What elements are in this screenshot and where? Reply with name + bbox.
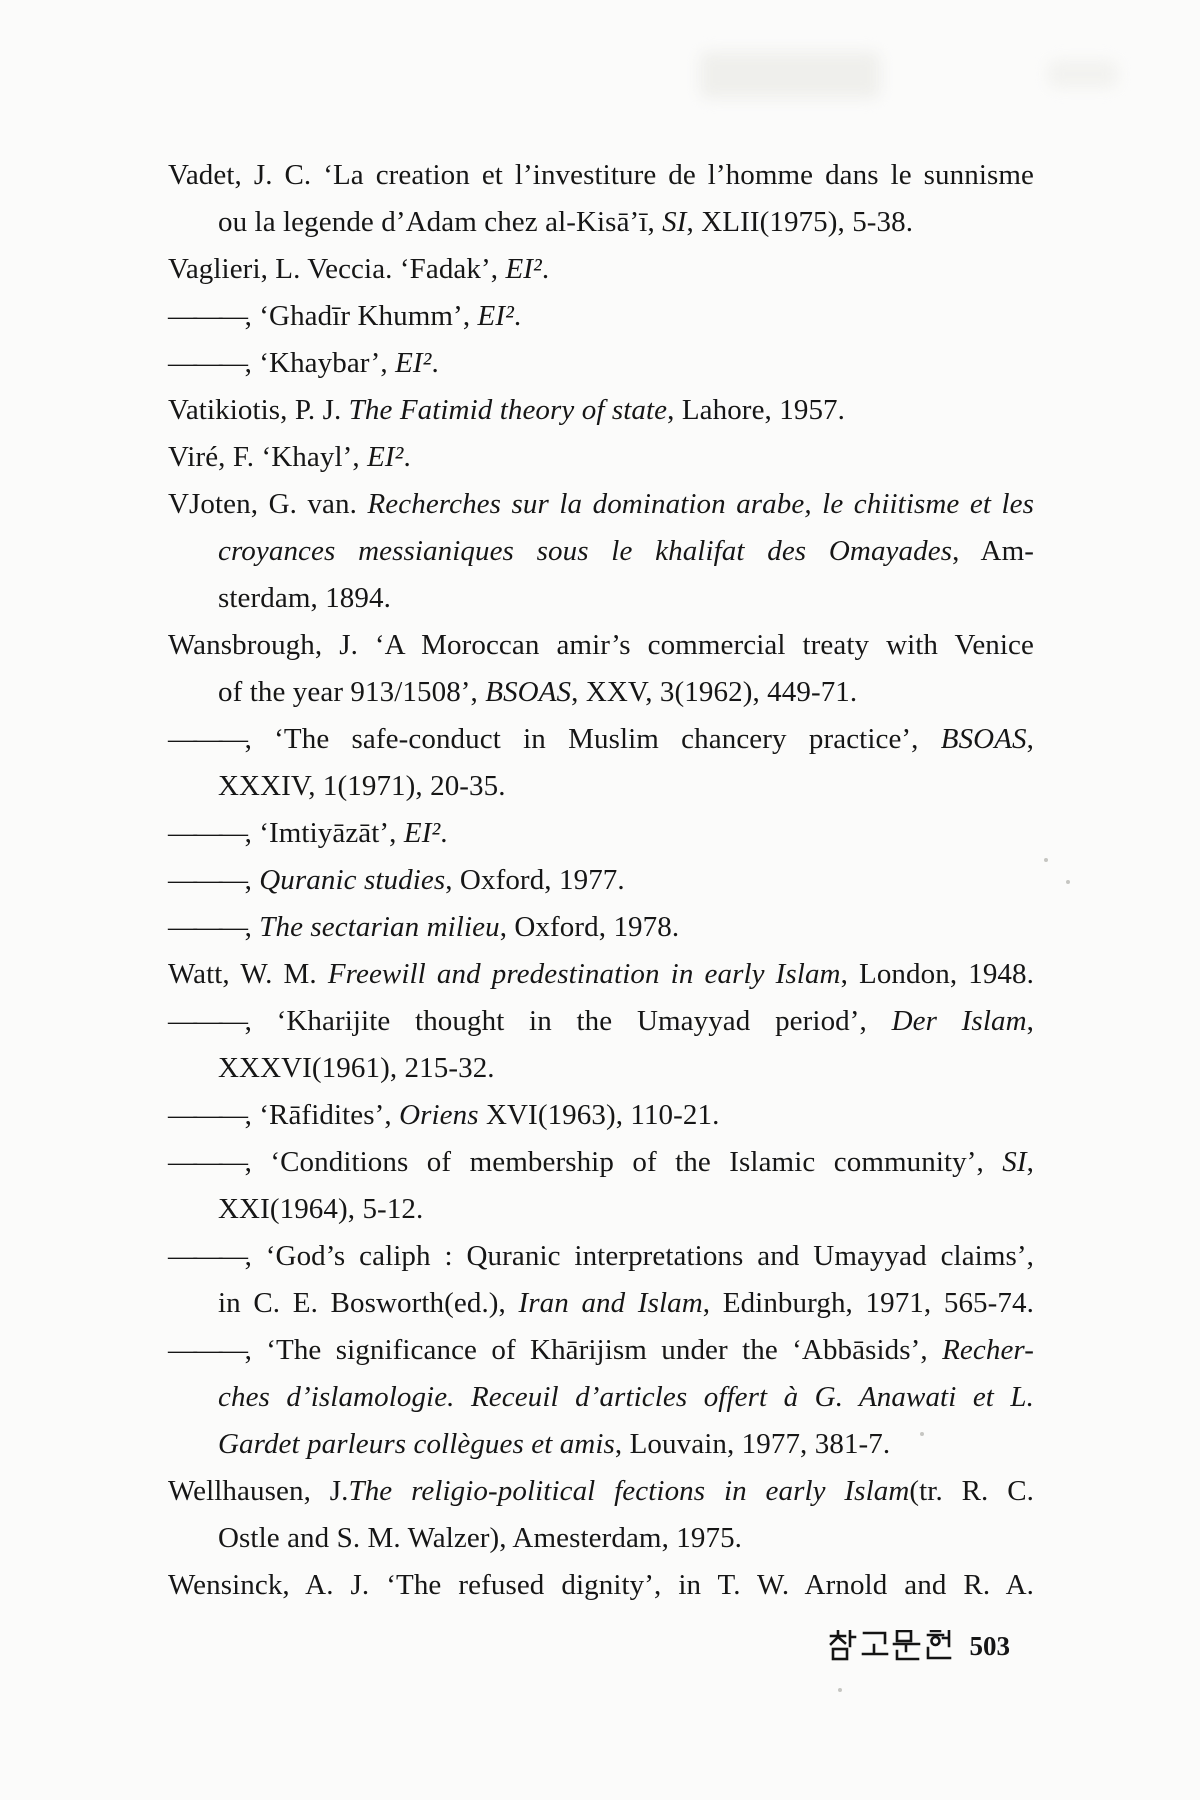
bib-italic-text: EI² bbox=[403, 817, 441, 849]
bib-text: , bbox=[244, 911, 260, 943]
bib-italic-text: croyances messianiques sous le khalifat des Omayades bbox=[218, 535, 953, 567]
bib-text: , ‘The significance of Khārijism under the ‘Abbāsids’, bbox=[244, 1334, 943, 1366]
bib-text: Vaglieri, L. Veccia. ‘Fadak’, bbox=[168, 253, 506, 285]
bib-text: ou la legende d’Adam chez al-Kisā’ī, bbox=[218, 206, 663, 238]
same-author-dash: ——— bbox=[168, 300, 245, 332]
bib-italic-text: SI bbox=[1002, 1146, 1027, 1178]
same-author-dash: ——— bbox=[168, 1146, 245, 1178]
bib-italic-text: The religio-political fections in early Islam bbox=[348, 1475, 910, 1507]
bib-text: Wellhausen, J. bbox=[168, 1475, 349, 1507]
bib-line bbox=[168, 340, 1034, 387]
bib-line bbox=[168, 1139, 1034, 1186]
bib-italic-text: EI² bbox=[477, 300, 514, 332]
bib-text: XXI(1964), 5-12. bbox=[218, 1193, 424, 1225]
bib-line bbox=[168, 622, 1034, 669]
bib-line bbox=[168, 1468, 1034, 1515]
bib-line bbox=[168, 387, 1034, 434]
bib-line bbox=[168, 1374, 1034, 1421]
bib-text: , ‘Ghadīr Khumm’, bbox=[244, 300, 478, 332]
bib-line bbox=[168, 1045, 1034, 1092]
bib-line bbox=[168, 575, 1034, 622]
page-footer bbox=[828, 1630, 1011, 1662]
scan-smudge bbox=[700, 52, 880, 98]
bib-text: , ‘God’s caliph : Quranic interpretations and Umayyad claims’, bbox=[244, 1240, 1034, 1272]
bibliography bbox=[168, 152, 1034, 1609]
bib-line bbox=[168, 763, 1034, 810]
bib-line bbox=[168, 669, 1034, 716]
bib-text: , XXV, 3(1962), 449-71. bbox=[571, 676, 858, 708]
bib-line bbox=[168, 1327, 1034, 1374]
same-author-dash: ——— bbox=[168, 1005, 245, 1037]
bib-text: XXXVI(1961), 215-32. bbox=[218, 1052, 495, 1084]
same-author-dash: ——— bbox=[168, 1240, 245, 1272]
bib-italic-text: BSOAS bbox=[485, 676, 572, 708]
bib-text: . bbox=[513, 300, 522, 332]
bib-line bbox=[168, 528, 1034, 575]
korean-label-references bbox=[828, 1630, 956, 1662]
bib-line bbox=[168, 951, 1034, 998]
bib-text: Watt, W. M. bbox=[168, 958, 328, 990]
bib-line bbox=[168, 1562, 1034, 1609]
bib-text: XXXIV, 1(1971), 20-35. bbox=[218, 770, 506, 802]
bib-italic-text: Recher- bbox=[942, 1334, 1034, 1366]
bib-text: Wensinck, A. J. ‘The refused dignity’, in T. W. Arnold and R. A. bbox=[168, 1569, 1034, 1601]
same-author-dash: ——— bbox=[168, 817, 245, 849]
bib-text: Wansbrough, J. ‘A Moroccan amir’s commercial treaty with Venice bbox=[168, 629, 1034, 661]
bib-italic-text: EI² bbox=[395, 347, 432, 379]
bib-text: , Am- bbox=[952, 535, 1034, 567]
bib-italic-text: ches d’islamologie. Receuil d’articles offert à G. Anawati et L. bbox=[218, 1381, 1034, 1413]
scan-speckle bbox=[838, 1688, 842, 1692]
bib-line bbox=[168, 293, 1034, 340]
bib-italic-text: BSOAS bbox=[940, 723, 1027, 755]
bib-line bbox=[168, 1280, 1034, 1327]
same-author-dash: ——— bbox=[168, 911, 245, 943]
bib-text: sterdam, 1894. bbox=[218, 582, 391, 614]
bib-line bbox=[168, 810, 1034, 857]
bib-line bbox=[168, 1186, 1034, 1233]
bib-text: . bbox=[440, 817, 448, 849]
bib-text: of the year 913/1508’, bbox=[218, 676, 486, 708]
bib-text: , XLII(1975), 5-38. bbox=[686, 206, 914, 238]
bib-italic-text: EI² bbox=[367, 441, 404, 473]
bib-italic-text: SI bbox=[662, 206, 687, 238]
bib-text: , bbox=[244, 864, 260, 896]
bib-italic-text: Der Islam bbox=[891, 1005, 1027, 1037]
bib-line bbox=[168, 152, 1034, 199]
bib-line bbox=[168, 1092, 1034, 1139]
bib-text: Ostle and S. M. Walzer), Amesterdam, 1975. bbox=[218, 1522, 743, 1554]
bib-text: , bbox=[1026, 1005, 1034, 1037]
bib-text: , Lahore, 1957. bbox=[667, 394, 845, 426]
bib-italic-text: Iran and Islam bbox=[518, 1287, 703, 1319]
bib-text: , ‘Imtiyāzāt’, bbox=[244, 817, 404, 849]
bib-italic-text: Gardet parleurs collègues et amis bbox=[218, 1428, 615, 1460]
page-number: 503 bbox=[969, 1630, 1010, 1661]
bib-text: Vadet, J. C. ‘La creation et l’investiture de l’homme dans le sunnisme bbox=[168, 159, 1034, 191]
bib-line bbox=[168, 904, 1034, 951]
bib-text: , ‘Conditions of membership of the Islamic community’, bbox=[244, 1146, 1003, 1178]
bib-text: , ‘The safe-conduct in Muslim chancery practice’, bbox=[244, 723, 941, 755]
bib-italic-text: Freewill and predestination in early Islam bbox=[327, 958, 841, 990]
same-author-dash: ——— bbox=[168, 347, 245, 379]
bib-text: , Oxford, 1977. bbox=[445, 864, 625, 896]
same-author-dash: ——— bbox=[168, 1099, 245, 1131]
bib-line bbox=[168, 1233, 1034, 1280]
bib-text: , ‘Rāfidites’, bbox=[244, 1099, 400, 1131]
bib-line bbox=[168, 246, 1034, 293]
bib-text: , ‘Khaybar’, bbox=[244, 347, 396, 379]
scan-smudge bbox=[1048, 60, 1118, 88]
bib-text: . bbox=[403, 441, 411, 473]
bib-text: Vatikiotis, P. J. bbox=[168, 394, 349, 426]
bib-line bbox=[168, 1421, 1034, 1468]
bib-text: , bbox=[1026, 723, 1034, 755]
bib-text: (tr. R. C. bbox=[909, 1475, 1034, 1507]
bib-text: in C. E. Bosworth(ed.), bbox=[218, 1287, 519, 1319]
bib-text: , bbox=[1026, 1146, 1034, 1178]
bib-line bbox=[168, 481, 1034, 528]
same-author-dash: ——— bbox=[168, 723, 245, 755]
bib-italic-text: Quranic studies bbox=[259, 864, 446, 896]
same-author-dash: ——— bbox=[168, 864, 245, 896]
bib-text: , Louvain, 1977, 381-7. bbox=[614, 1428, 891, 1460]
scan-speckle bbox=[1044, 858, 1048, 862]
bib-text: . bbox=[431, 347, 439, 379]
bib-text: , ‘Kharijite thought in the Umayyad period’, bbox=[244, 1005, 892, 1037]
bib-line bbox=[168, 199, 1034, 246]
bib-text: Viré, F. ‘Khayl’, bbox=[168, 441, 368, 473]
bib-italic-text: The Fatimid theory of state bbox=[348, 394, 668, 426]
bib-text: , London, 1948. bbox=[840, 958, 1034, 990]
bib-text: VJoten, G. van. bbox=[168, 488, 368, 520]
bib-text: . bbox=[541, 253, 550, 285]
same-author-dash: ——— bbox=[168, 1334, 245, 1366]
bib-italic-text: EI² bbox=[505, 253, 542, 285]
bib-italic-text: The sectarian milieu bbox=[259, 911, 500, 943]
bib-line bbox=[168, 716, 1034, 763]
bib-line bbox=[168, 1515, 1034, 1562]
scan-speckle bbox=[1066, 880, 1070, 884]
bib-text: XVI(1963), 110-21. bbox=[478, 1099, 720, 1131]
bib-italic-text: Oriens bbox=[399, 1099, 479, 1131]
bib-line bbox=[168, 998, 1034, 1045]
bib-text: , Edinburgh, 1971, 565-74. bbox=[702, 1287, 1034, 1319]
bib-text: , Oxford, 1978. bbox=[499, 911, 680, 943]
bib-line bbox=[168, 434, 1034, 481]
bib-line bbox=[168, 857, 1034, 904]
bib-italic-text: Recherches sur la domination arabe, le chiitisme et les bbox=[367, 488, 1034, 520]
